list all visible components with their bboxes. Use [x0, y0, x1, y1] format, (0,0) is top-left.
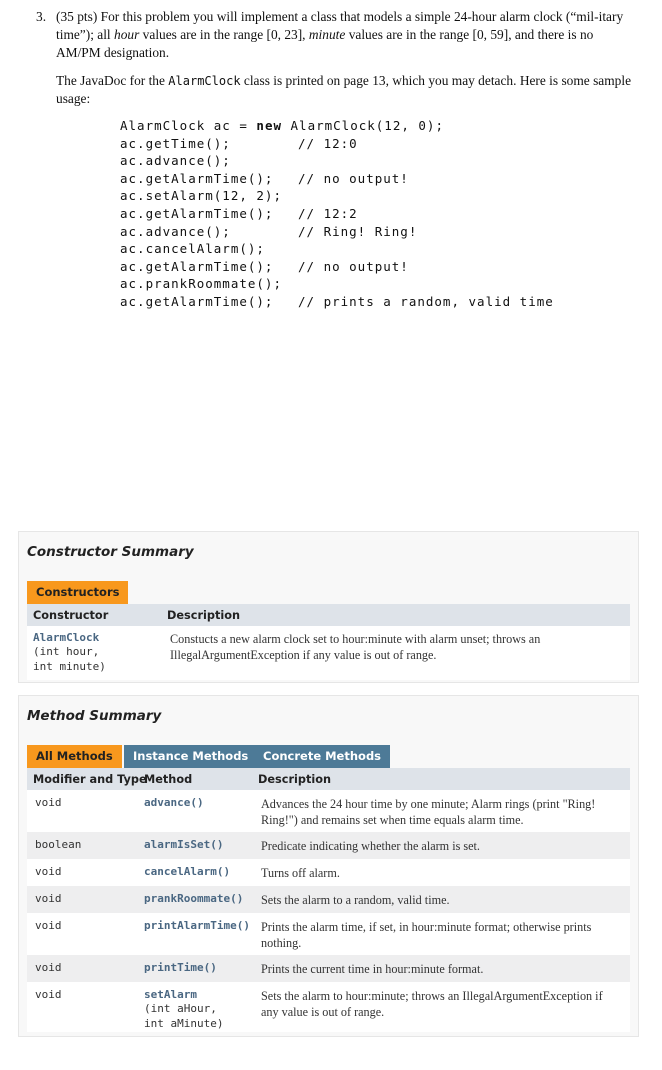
constructor-params: (int hour, int minute)	[33, 645, 106, 673]
constructor-link[interactable]: AlarmClock	[33, 631, 100, 644]
method-description: Predicate indicating whether the alarm is set.	[261, 839, 480, 853]
keyword-new: new	[256, 118, 282, 133]
method-signature	[144, 892, 243, 907]
code-comment: // 12:2	[298, 205, 358, 221]
method-params: ()	[230, 892, 244, 905]
constructor-row	[27, 626, 630, 680]
code-line: ac.getAlarmTime(); // no output!	[120, 170, 409, 186]
problem-intro: (35 pts) For this problem you will implement a class that models a simple 24-hour alarm clock (“mil-itary time”); all hour values are in the range [0, 23], minute values are in the range [0, 59], and there is no AM/PM designation.	[56, 9, 624, 60]
method-link-prankRoommate[interactable]: prankRoommate	[144, 892, 231, 905]
method-summary-title: Method Summary	[27, 708, 162, 724]
method-params: ()	[216, 865, 231, 878]
tab-all-methods[interactable]: All Methods	[27, 745, 122, 768]
method-summary-panel	[18, 695, 639, 1037]
code-line: ac.cancelAlarm();	[120, 241, 265, 257]
code-line: ac.getTime(); // 12:0	[120, 135, 358, 151]
method-description: Advances the 24 hour time by one minute; Alarm rings (print "Ring! Ring!") and remains set when time equals alarm time.	[261, 797, 596, 827]
method-link-advance[interactable]: advance	[144, 796, 191, 809]
problem-number: 3.	[36, 9, 47, 24]
method-description: Prints the current time in hour:minute format.	[261, 962, 484, 976]
method-signature	[144, 865, 230, 880]
minute-word: minute	[308, 27, 346, 42]
method-description: Turns off alarm.	[261, 866, 340, 880]
constructor-summary-title: Constructor Summary	[27, 544, 194, 560]
code-line: ac.setAlarm(12, 2);	[120, 188, 282, 204]
method-link-alarmIsSet[interactable]: alarmIsSet	[144, 838, 211, 851]
method-row	[27, 913, 630, 955]
method-row	[27, 982, 630, 1032]
method-return-type: void	[35, 961, 62, 974]
method-signature	[144, 838, 223, 853]
code-comment: // no output!	[298, 258, 409, 274]
method-params: ()	[203, 961, 217, 974]
method-description: Sets the alarm to hour:minute; throws an IllegalArgumentException if any value is out of range.	[261, 989, 603, 1019]
method-row	[27, 886, 630, 913]
code-comment: // no output!	[298, 170, 409, 186]
method-signature	[144, 919, 250, 934]
tab-constructors[interactable]: Constructors	[27, 581, 128, 604]
col-constructor: Constructor	[33, 609, 109, 622]
method-params: (int aHour, int aMinute)	[144, 1002, 224, 1030]
col-description: Description	[167, 609, 241, 622]
constructor-description: Constucts a new alarm clock set to hour:minute with alarm unset; throws an IllegalArgumentException if any value is out of range.	[170, 632, 541, 662]
problem-statement	[36, 8, 632, 108]
method-link-cancelAlarm[interactable]: cancelAlarm	[144, 865, 217, 878]
code-line: ac.getAlarmTime(); // prints a random, valid time	[120, 293, 554, 309]
constructor-summary-panel	[18, 531, 639, 683]
col-description: Description	[258, 773, 332, 786]
code-line: AlarmClock ac = new AlarmClock(12, 0);	[120, 118, 444, 133]
method-return-type: void	[35, 988, 62, 1001]
method-signature	[144, 796, 204, 811]
method-description: Prints the alarm time, if set, in hour:minute format; otherwise prints nothing.	[261, 920, 592, 950]
method-link-printTime[interactable]: printTime	[144, 961, 204, 974]
method-return-type: void	[35, 919, 62, 932]
method-return-type: boolean	[35, 838, 82, 851]
code-line: ac.advance();	[120, 153, 231, 169]
method-return-type: void	[35, 892, 62, 905]
method-row	[27, 955, 630, 982]
code-comment: // 12:0	[298, 135, 358, 151]
method-row	[27, 859, 630, 886]
method-link-setAlarm[interactable]: setAlarm	[144, 988, 197, 1001]
code-line: ac.advance(); // Ring! Ring!	[120, 223, 418, 239]
hour-word: hour	[114, 27, 140, 42]
method-params: ()	[210, 838, 224, 851]
sample-code	[120, 118, 554, 312]
code-line: ac.getAlarmTime(); // 12:2	[120, 205, 358, 221]
problem-points: (35 pts)	[56, 9, 98, 24]
method-description: Sets the alarm to a random, valid time.	[261, 893, 450, 907]
col-modifier-type: Modifier and Type	[33, 773, 147, 786]
method-table-header	[27, 768, 630, 790]
tab-instance-methods[interactable]: Instance Methods	[124, 745, 257, 768]
method-row	[27, 790, 630, 832]
class-name: AlarmClock	[168, 74, 241, 88]
code-comment: // prints a random, valid time	[298, 293, 554, 309]
method-signature	[144, 988, 197, 1003]
method-return-type: void	[35, 796, 62, 809]
code-line: ac.getAlarmTime(); // no output!	[120, 258, 409, 274]
method-signature	[144, 961, 217, 976]
tab-concrete-methods[interactable]: Concrete Methods	[254, 745, 390, 768]
code-comment: // Ring! Ring!	[298, 223, 418, 239]
method-link-printAlarmTime[interactable]: printAlarmTime	[144, 919, 237, 932]
col-method: Method	[144, 773, 193, 786]
method-row	[27, 832, 630, 859]
method-params: ()	[190, 796, 204, 809]
javadoc-note: The JavaDoc for the AlarmClock class is printed on page 13, which you may detach. Here is some sample usage:	[56, 73, 632, 106]
method-return-type: void	[35, 865, 62, 878]
constructor-table-header	[27, 604, 630, 626]
method-params: ()	[236, 919, 250, 932]
code-line: ac.prankRoommate();	[120, 276, 282, 292]
